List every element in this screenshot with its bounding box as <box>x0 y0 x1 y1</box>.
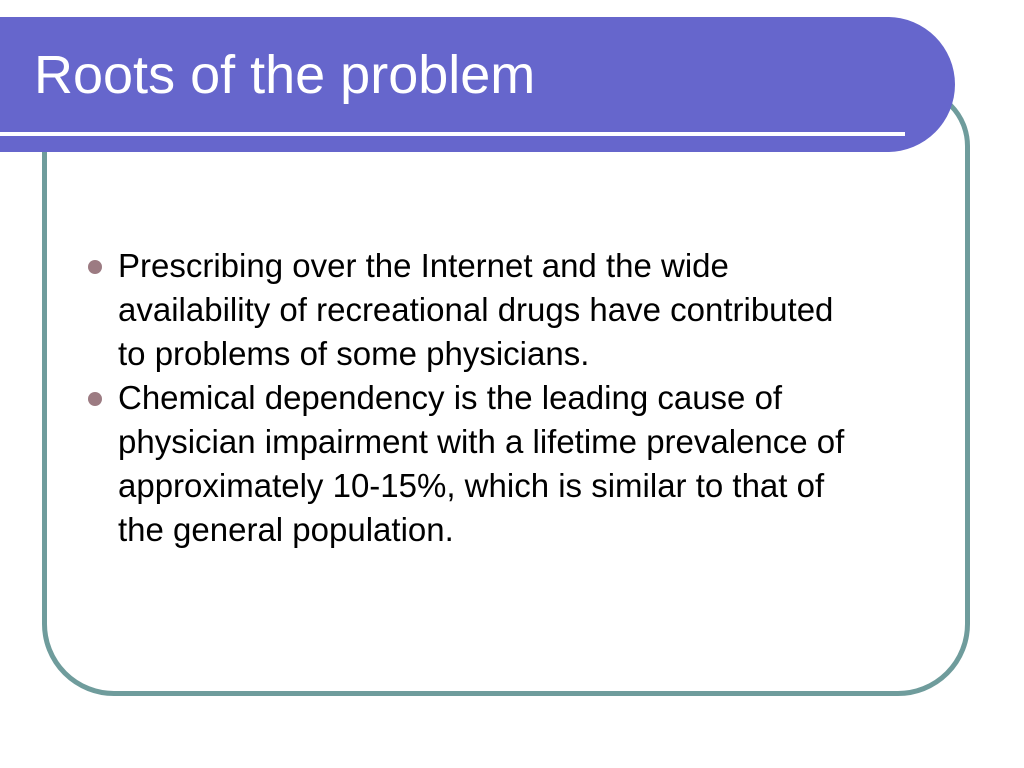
bullet-text: Prescribing over the Internet and the wide availability of recreational drugs have contributed to problems of some physicians. <box>118 247 834 372</box>
bullet-dot-icon <box>88 260 102 274</box>
bullet-item <box>84 376 864 552</box>
bullet-dot-icon <box>88 392 102 406</box>
bullet-item <box>84 244 864 376</box>
bullet-list <box>84 244 864 552</box>
slide-title: Roots of the problem <box>34 45 536 105</box>
title-underline <box>0 132 905 136</box>
bullet-text: Chemical dependency is the leading cause of physician impairment with a lifetime prevalence of approximately 10-15%, which is similar to that of the general population. <box>118 379 845 548</box>
